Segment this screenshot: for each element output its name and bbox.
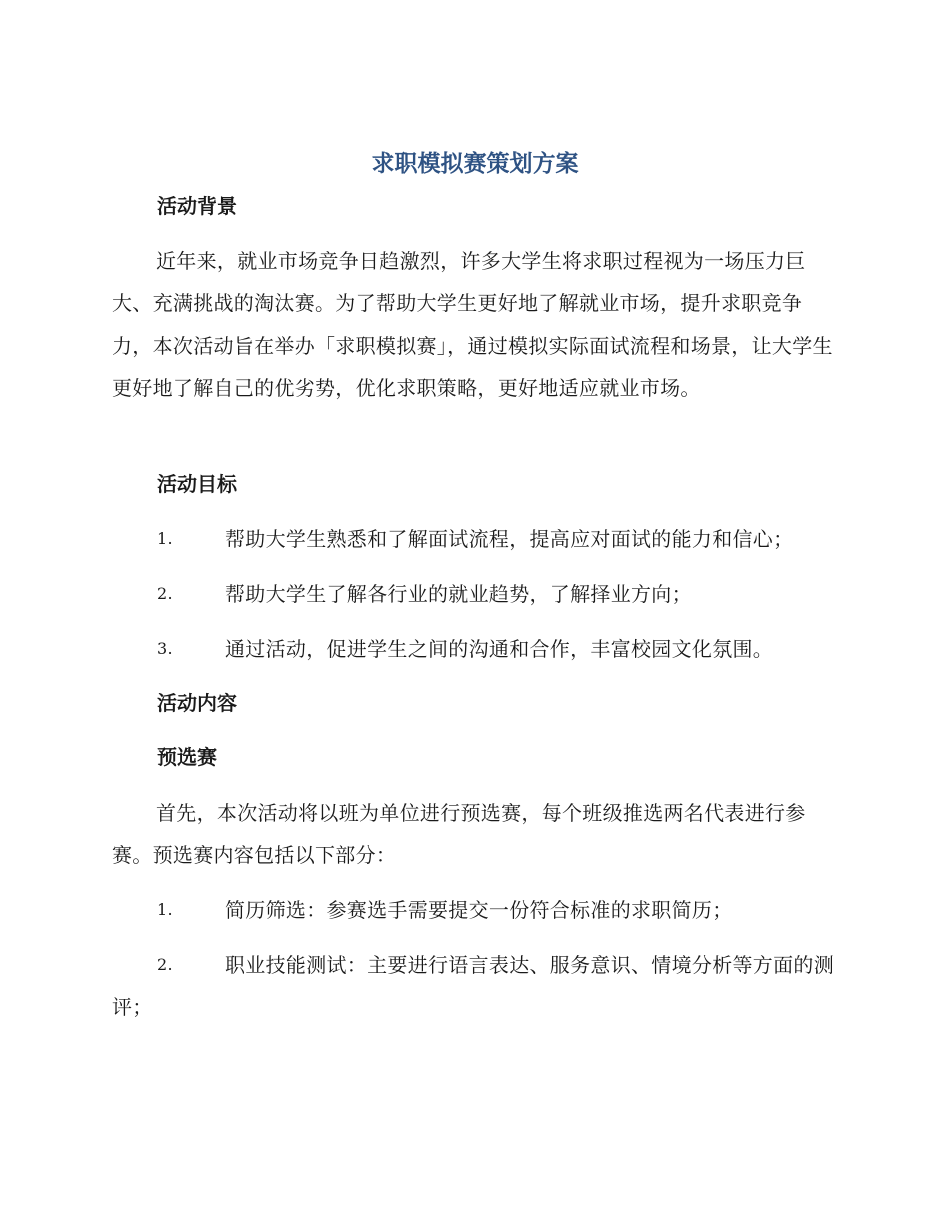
list-number: 3. xyxy=(157,639,173,658)
heading-preliminary: 预选赛 xyxy=(157,745,217,769)
list-text: 帮助大学生了解各行业的就业趋势，了解择业方向； xyxy=(225,582,692,606)
preliminary-item xyxy=(112,889,838,931)
list-text: 帮助大学生熟悉和了解面试流程，提高应对面试的能力和信心； xyxy=(225,527,794,551)
list-number: 1. xyxy=(157,529,173,548)
list-number: 1. xyxy=(157,900,173,919)
list-number: 2. xyxy=(157,584,173,603)
heading-goals: 活动目标 xyxy=(157,472,237,496)
document-title: 求职模拟赛策划方案 xyxy=(371,151,579,177)
list-text: 职业技能测试：主要进行语言表达、服务意识、情境分析等方面的测评； xyxy=(112,953,834,1020)
preliminary-item xyxy=(112,944,838,1029)
list-text: 通过活动，促进学生之间的沟通和合作，丰富校园文化氛围。 xyxy=(225,637,774,661)
goal-item xyxy=(112,628,838,670)
goal-item xyxy=(112,518,838,560)
list-text: 简历筛选：参赛选手需要提交一份符合标准的求职简历； xyxy=(225,898,733,922)
background-paragraph: 近年来，就业市场竞争日趋激烈，许多大学生将求职过程视为一场压力巨大、充满挑战的淘汰赛。为了帮助大学生更好地了解就业市场，提升求职竞争力，本次活动旨在举办「求职模拟赛」，通过模拟实际面试流程和场景，让大学生更好地了解自己的优劣势，优化求职策略，更好地适应就业市场。 xyxy=(112,249,833,400)
heading-content: 活动内容 xyxy=(157,691,237,715)
heading-background: 活动背景 xyxy=(157,194,237,218)
goal-item xyxy=(112,573,838,615)
list-number: 2. xyxy=(157,955,173,974)
preliminary-paragraph: 首先，本次活动将以班为单位进行预选赛，每个班级推选两名代表进行参赛。预选赛内容包括以下部分： xyxy=(112,801,806,868)
